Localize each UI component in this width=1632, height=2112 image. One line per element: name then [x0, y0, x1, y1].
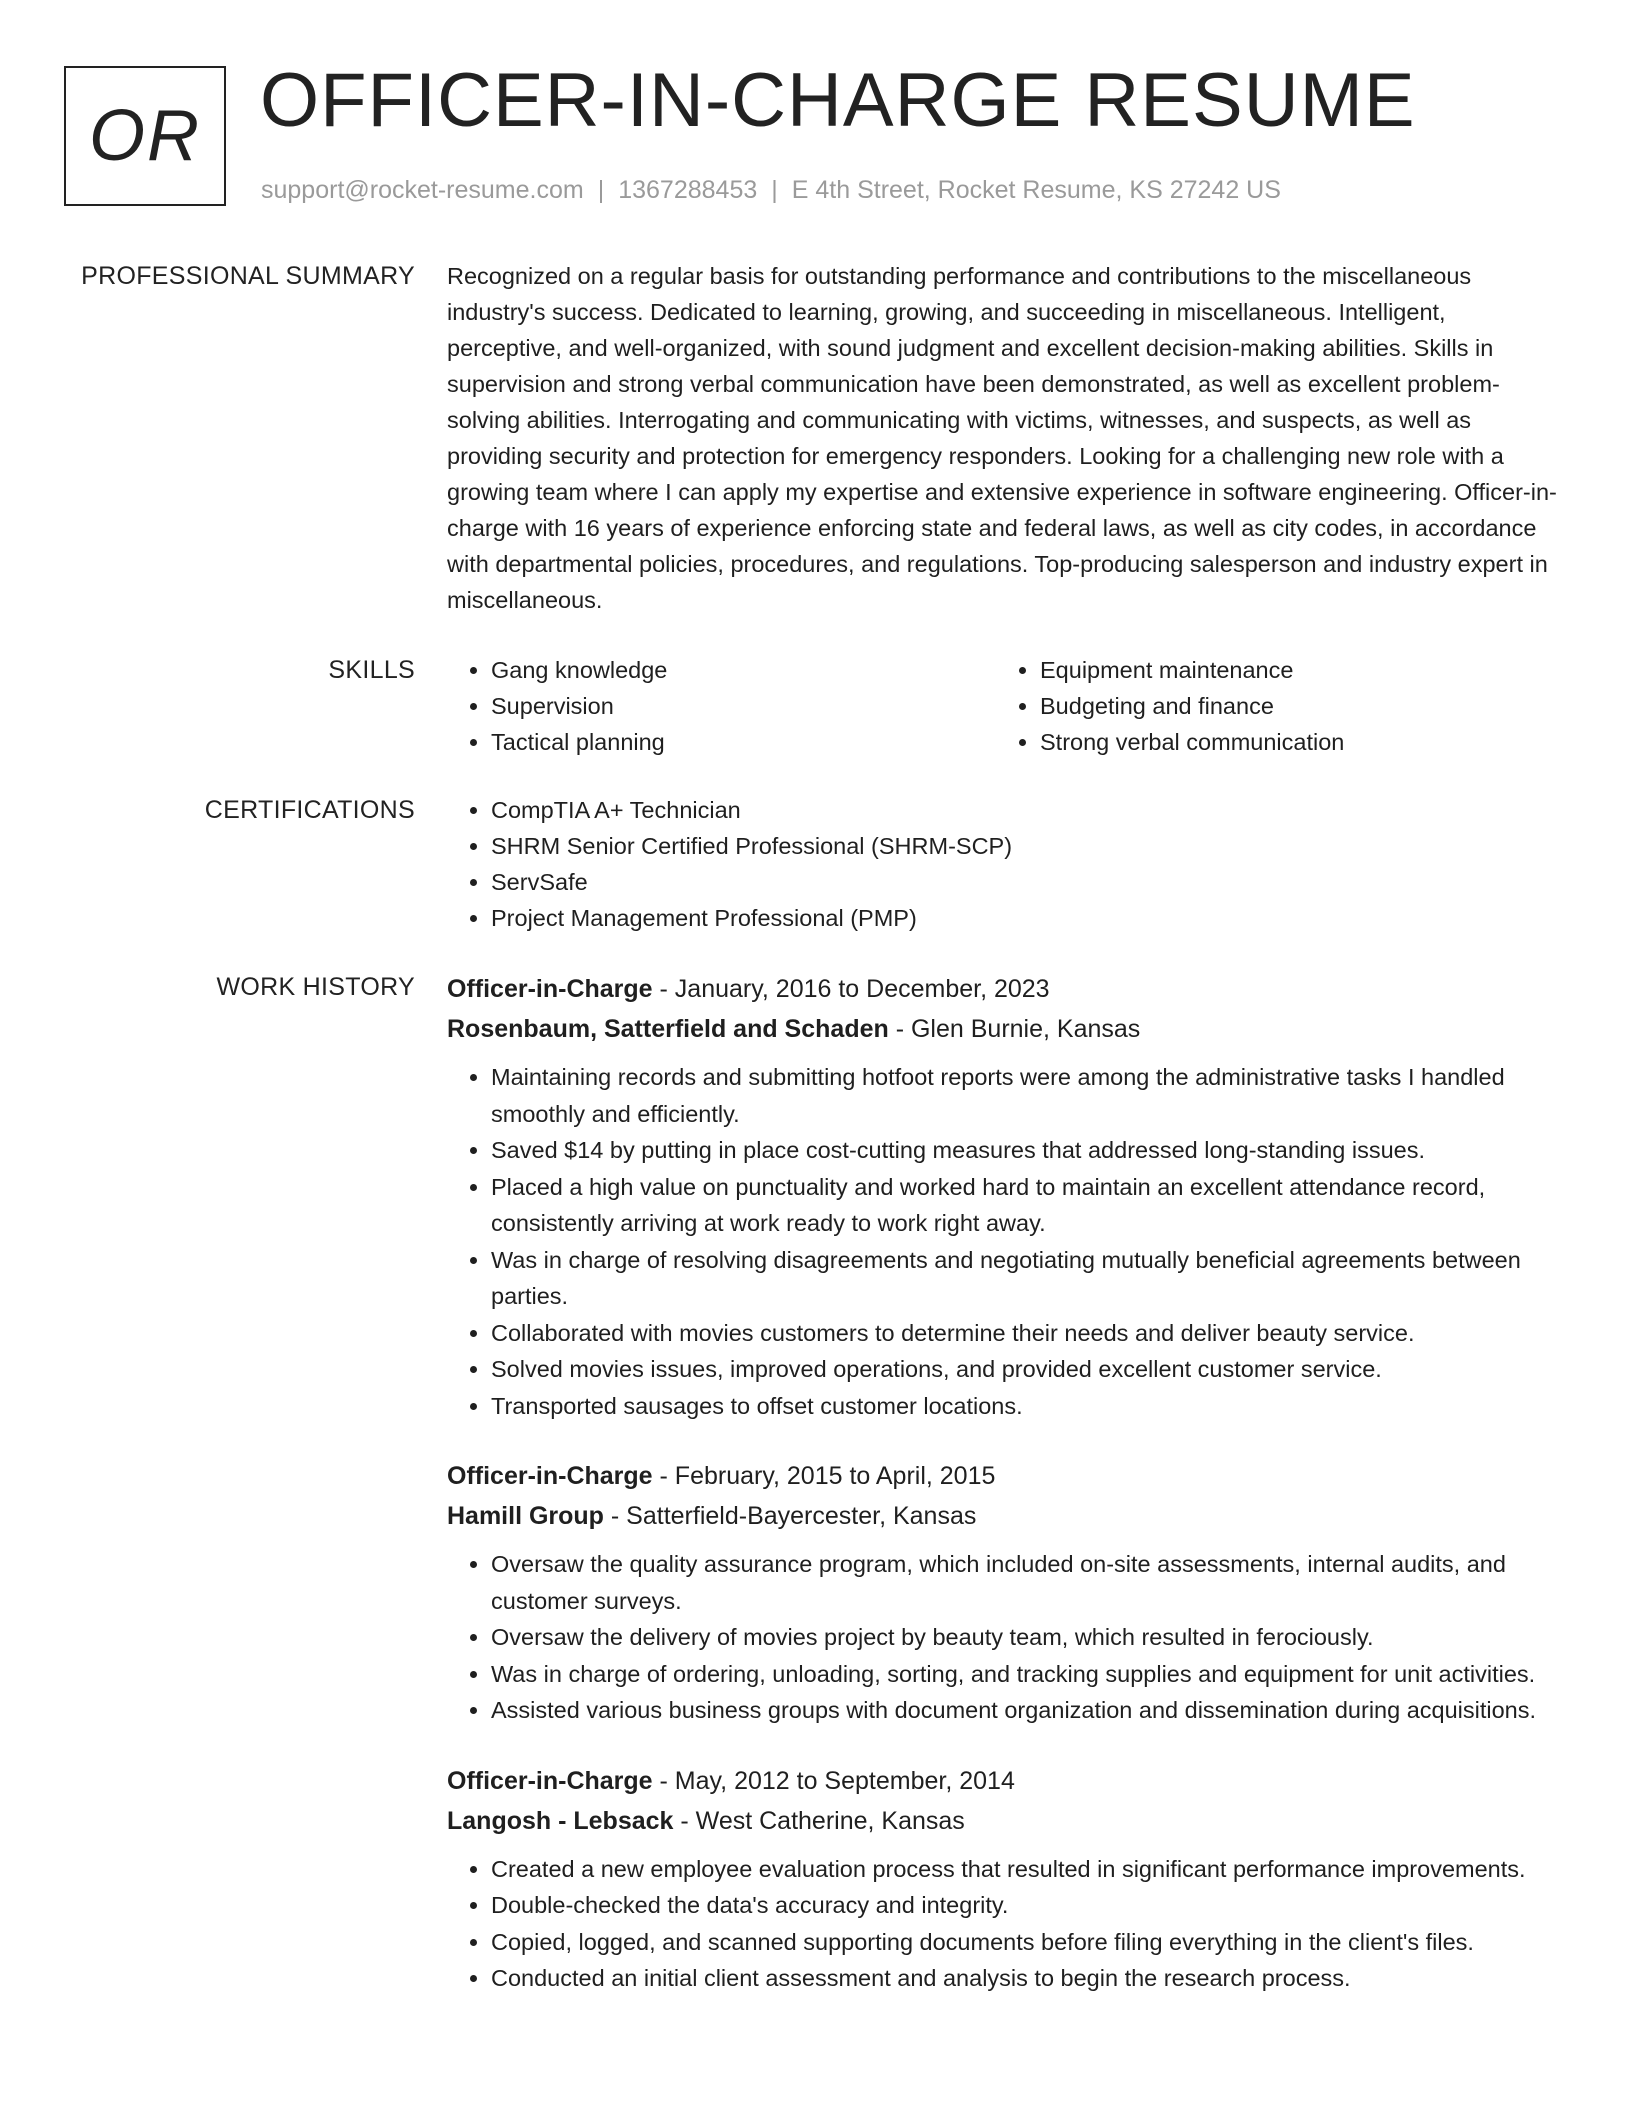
job-title-line [447, 1456, 1562, 1496]
job-duty: • Double-checked the data's accuracy and integrity. [491, 1887, 1562, 1924]
skills-columns [447, 652, 1562, 760]
contact-separator: | [771, 176, 778, 204]
job-duty: • Transported sausages to offset customer locations. [491, 1388, 1562, 1425]
contact-separator: | [597, 176, 605, 204]
job-duty: • Solved movies issues, improved operations, and provided excellent customer service. [491, 1351, 1562, 1388]
section-heading-work-history: WORK HISTORY [216, 973, 415, 1001]
certifications-body [447, 792, 1562, 936]
job-duty: • Created a new employee evaluation process that resulted in significant performance improvements. [491, 1851, 1562, 1888]
certifications-list [447, 792, 1562, 936]
summary-text: Recognized on a regular basis for outstanding performance and contributions to the miscellaneous industry's success. Dedicated to learning, growing, and succeeding in miscellaneous. Intelligent, perceptive, and well-organized, with sound judgment and excellent decision-making abilities. Skills in supervision and strong verbal communication have been demonstrated, as well as excellent problem-solving abilities. Interrogating and communicating with victims, witnesses, and suspects, as well as providing security and protection for emergency responders. Looking for a challenging new role with a growing team where I can apply my expertise and extensive experience in software engineering. Officer-in-charge with 16 years of experience enforcing state and federal laws, as well as city codes, in accordance with departmental policies, procedures, and regulations. Top-producing salesperson and industry expert in miscellaneous. [447, 263, 1557, 613]
job-company: Rosenbaum, Satterfield and Schaden [447, 1015, 889, 1043]
job-location: - Glen Burnie, Kansas [888, 1015, 1141, 1043]
skill-item: • Budgeting and finance [1040, 688, 1545, 724]
job-duty: • Collaborated with movies customers to determine their needs and deliver beauty service. [491, 1315, 1562, 1352]
job-duty: • Placed a high value on punctuality and worked hard to maintain an excellent attendance record, consistently arriving at work ready to work right away. [491, 1169, 1562, 1242]
job-title-line [447, 969, 1562, 1009]
job-company: Hamill Group [447, 1502, 604, 1530]
skill-item: • Gang knowledge [491, 652, 996, 688]
job-duty: • Maintaining records and submitting hotfoot reports were among the administrative tasks I handled smoothly and efficiently. [491, 1059, 1562, 1132]
job-duty: • Oversaw the quality assurance program, which included on-site assessments, internal audits, and customer surveys. [491, 1546, 1562, 1619]
job-duty: • Copied, logged, and scanned supporting documents before filing everything in the client's files. [491, 1924, 1562, 1961]
job-title-line [447, 1761, 1562, 1801]
job-duty: • Assisted various business groups with document organization and dissemination during acquisitions. [491, 1692, 1562, 1729]
job-entry [447, 1761, 1562, 1997]
job-duty: • Was in charge of resolving disagreements and negotiating mutually beneficial agreements between parties. [491, 1242, 1562, 1315]
work-history-body [447, 969, 1562, 1997]
job-company-line [447, 1009, 1562, 1049]
skills-list-right [996, 652, 1545, 760]
section-heading-summary: PROFESSIONAL SUMMARY [81, 262, 415, 290]
summary-body [447, 258, 1562, 618]
skills-body [447, 652, 1562, 760]
job-title: Officer-in-Charge [447, 975, 653, 1003]
job-duties-list [447, 1851, 1562, 1997]
job-dates: - May, 2012 to September, 2014 [652, 1766, 1015, 1795]
job-title: Officer-in-Charge [447, 1766, 653, 1795]
section-heading-skills: SKILLS [328, 656, 415, 684]
job-duty: • Was in charge of ordering, unloading, sorting, and tracking supplies and equipment for unit activities. [491, 1656, 1562, 1693]
skills-list-left [447, 652, 996, 760]
job-duties-list [447, 1059, 1562, 1424]
contact-email: support@rocket-resume.com [261, 176, 584, 204]
job-duty: • Oversaw the delivery of movies project by beauty team, which resulted in ferociously. [491, 1619, 1562, 1656]
job-entry [447, 969, 1562, 1424]
certification-item: • ServSafe [491, 864, 1562, 900]
certification-item: • CompTIA A+ Technician [491, 792, 1562, 828]
monogram-text: OR [89, 96, 201, 176]
skill-item: • Tactical planning [491, 724, 996, 760]
job-location: - Satterfield-Bayercester, Kansas [603, 1502, 977, 1530]
contact-phone: 1367288453 [618, 176, 758, 204]
skill-item: • Supervision [491, 688, 996, 724]
job-company-line [447, 1801, 1562, 1841]
job-company: Langosh - Lebsack [447, 1806, 674, 1835]
job-dates: - January, 2016 to December, 2023 [652, 975, 1050, 1003]
job-dates: - February, 2015 to April, 2015 [652, 1462, 996, 1490]
job-duty: • Conducted an initial client assessment and analysis to begin the research process. [491, 1960, 1562, 1997]
skill-item: • Equipment maintenance [1040, 652, 1545, 688]
resume-title: OFFICER-IN-CHARGE RESUME [260, 58, 1416, 143]
section-heading-certifications: CERTIFICATIONS [204, 796, 415, 824]
job-duty: • Saved $14 by putting in place cost-cutting measures that addressed long-standing issues. [491, 1132, 1562, 1169]
monogram-logo [64, 66, 226, 206]
job-title: Officer-in-Charge [447, 1462, 653, 1490]
skill-item: • Strong verbal communication [1040, 724, 1545, 760]
certification-item: • SHRM Senior Certified Professional (SHRM-SCP) [491, 828, 1562, 864]
job-entry [447, 1456, 1562, 1729]
certification-item: • Project Management Professional (PMP) [491, 900, 1562, 936]
job-location: - West Catherine, Kansas [673, 1806, 965, 1835]
job-company-line [447, 1496, 1562, 1536]
contact-info [261, 174, 1281, 206]
contact-address: E 4th Street, Rocket Resume, KS 27242 US [791, 176, 1281, 204]
job-duties-list [447, 1546, 1562, 1729]
